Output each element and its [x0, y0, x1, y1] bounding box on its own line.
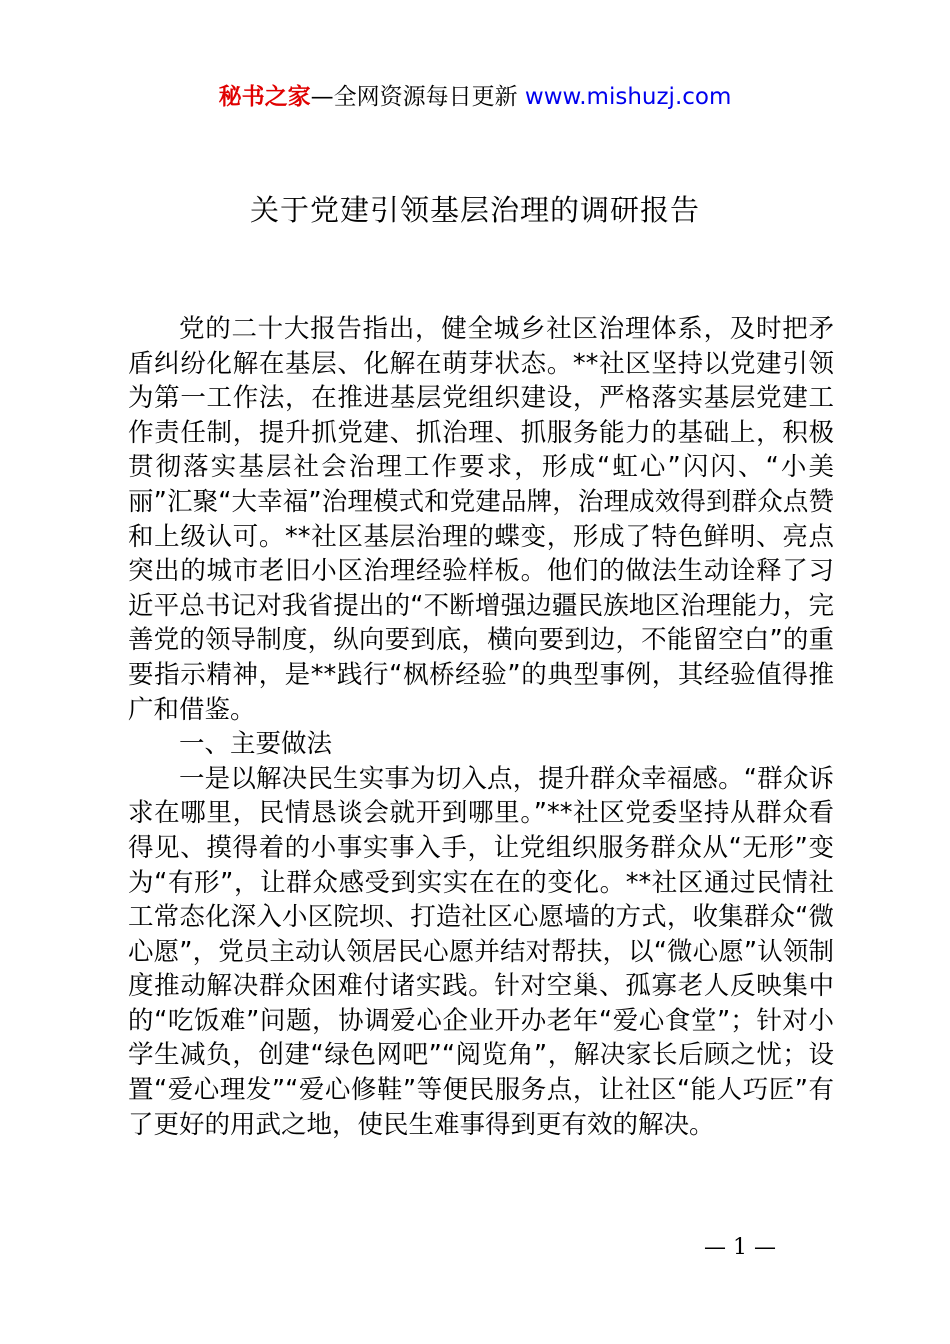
- paragraph-first-measure: 一是以解决民生实事为切入点，提升群众幸福感。“群众诉求在哪里，民情恳谈会就开到哪里。”**社区党委坚持从群众看得见、摸得着的小事实事入手，让党组织服务群众从“无形”变为“有形”，让群众感受到实实在在的变化。**社区通过民情社工常态化深入小区院坝、打造社区心愿墙的方式，收集群众“微心愿”，党员主动认领居民心愿并结对帮扶，以“微心愿”认领制度推动解决群众困难付诸实践。针对空巢、孤寡老人反映集中的“吃饭难”问题，协调爱心企业开办老年“爱心食堂”；针对小学生减负，创建“绿色网吧”“阅览角”，解决家长后顾之忧；设置“爱心理发”“爱心修鞋”等便民服务点，让社区“能人巧匠”有了更好的用武之地，使民生难事得到更有效的解决。: [128, 763, 834, 1140]
- document-title: 关于党建引领基层治理的调研报告: [249, 193, 700, 227]
- site-header: [0, 80, 950, 114]
- site-tagline: —全网资源每日更新: [310, 84, 525, 110]
- paragraph-intro: 党的二十大报告指出，健全城乡社区治理体系，及时把矛盾纠纷化解在基层、化解在萌芽状态。**社区坚持以党建引领为第一工作法，在推进基层党组织建设，严格落实基层党建工作责任制，提升抓党建、抓治理、抓服务能力的基础上，积极贯彻落实基层社会治理工作要求，形成“虹心”闪闪、“小美丽”汇聚“大幸福”治理模式和党建品牌，治理成效得到群众点赞和上级认可。**社区基层治理的蝶变，形成了特色鲜明、亮点突出的城市老旧小区治理经验样板。他们的做法生动诠释了习近平总书记对我省提出的“不断增强边疆民族地区治理能力，完善党的领导制度，纵向要到底，横向要到边，不能留空白”的重要指示精神，是**践行“枫桥经验”的典型事例，其经验值得推广和借鉴。: [128, 314, 834, 725]
- site-url[interactable]: www.mishuzj.com: [524, 84, 732, 110]
- section-heading: 一、主要做法: [179, 729, 333, 760]
- document-body: [128, 312, 834, 1142]
- site-brand: 秘书之家: [218, 84, 311, 110]
- page-number: — 1 —: [704, 1235, 776, 1260]
